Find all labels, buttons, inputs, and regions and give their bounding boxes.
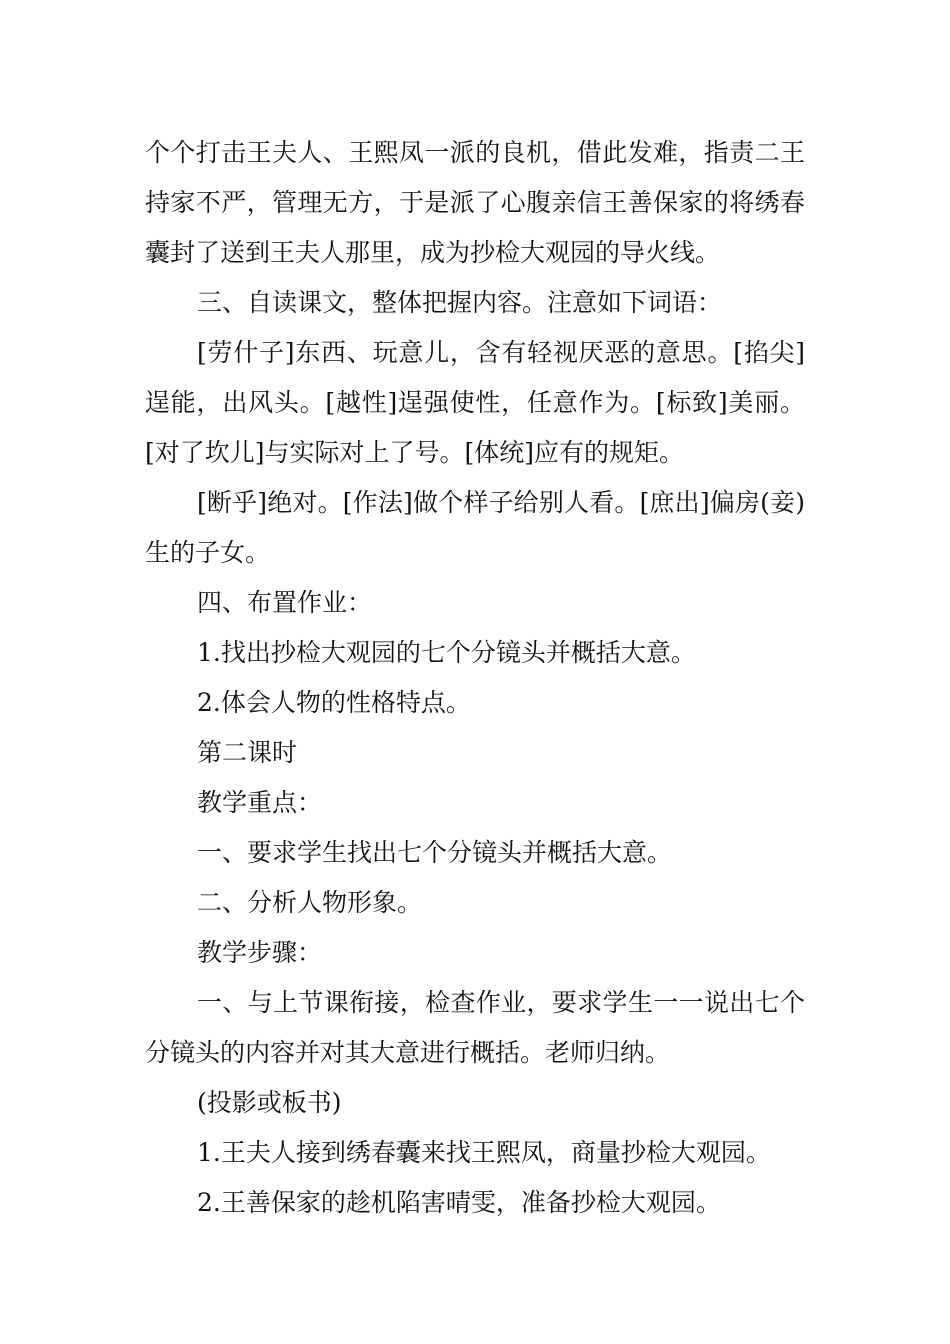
- list-item: 1.王夫人接到绣春囊来找王熙凤，商量抄检大观园。: [197, 1138, 771, 1167]
- paragraph: 个个打击王夫人、王熙凤一派的良机，借此发难，指责二王持家不严，管理无方，于是派了心腹亲信王善保家的将绣春囊封了送到王夫人那里，成为抄检大观园的导火线。: [145, 138, 805, 267]
- teaching-focus-item: 一、要求学生找出七个分镜头并概括大意。: [197, 838, 673, 867]
- teaching-step-paragraph: 一、与上节课衔接，检查作业，要求学生一一说出七个分镜头的内容并对其大意进行概括。老师归纳。: [145, 988, 805, 1067]
- section-heading-homework: 四、布置作业：: [197, 588, 373, 617]
- teaching-focus-item: 二、分析人物形象。: [197, 888, 423, 917]
- section-heading-self-reading: 三、自读课文，整体把握内容。注意如下词语：: [197, 288, 723, 317]
- list-item: 2.体会人物的性格特点。: [197, 688, 471, 717]
- list-item: 1.找出抄检大观园的七个分镜头并概括大意。: [197, 638, 696, 667]
- lesson-heading: 第二课时: [197, 738, 298, 767]
- list-item: 2.王善保家的趁机陷害晴雯，准备抄检大观园。: [197, 1188, 721, 1217]
- vocabulary-paragraph: [劳什子]东西、玩意儿，含有轻视厌恶的意思。[掐尖]逞能，出风头。[越性]逞强使性，任意作为。[标致]美丽。[对了坎儿]与实际对上了号。[体统]应有的规矩。: [145, 338, 805, 467]
- projection-note: (投影或板书): [197, 1088, 342, 1117]
- teaching-steps-heading: 教学步骤：: [197, 938, 323, 967]
- document-body: [145, 128, 805, 1228]
- vocabulary-paragraph: [断乎]绝对。[作法]做个样子给别人看。[庶出]偏房(妾)生的子女。: [145, 488, 805, 567]
- teaching-focus-heading: 教学重点：: [197, 788, 323, 817]
